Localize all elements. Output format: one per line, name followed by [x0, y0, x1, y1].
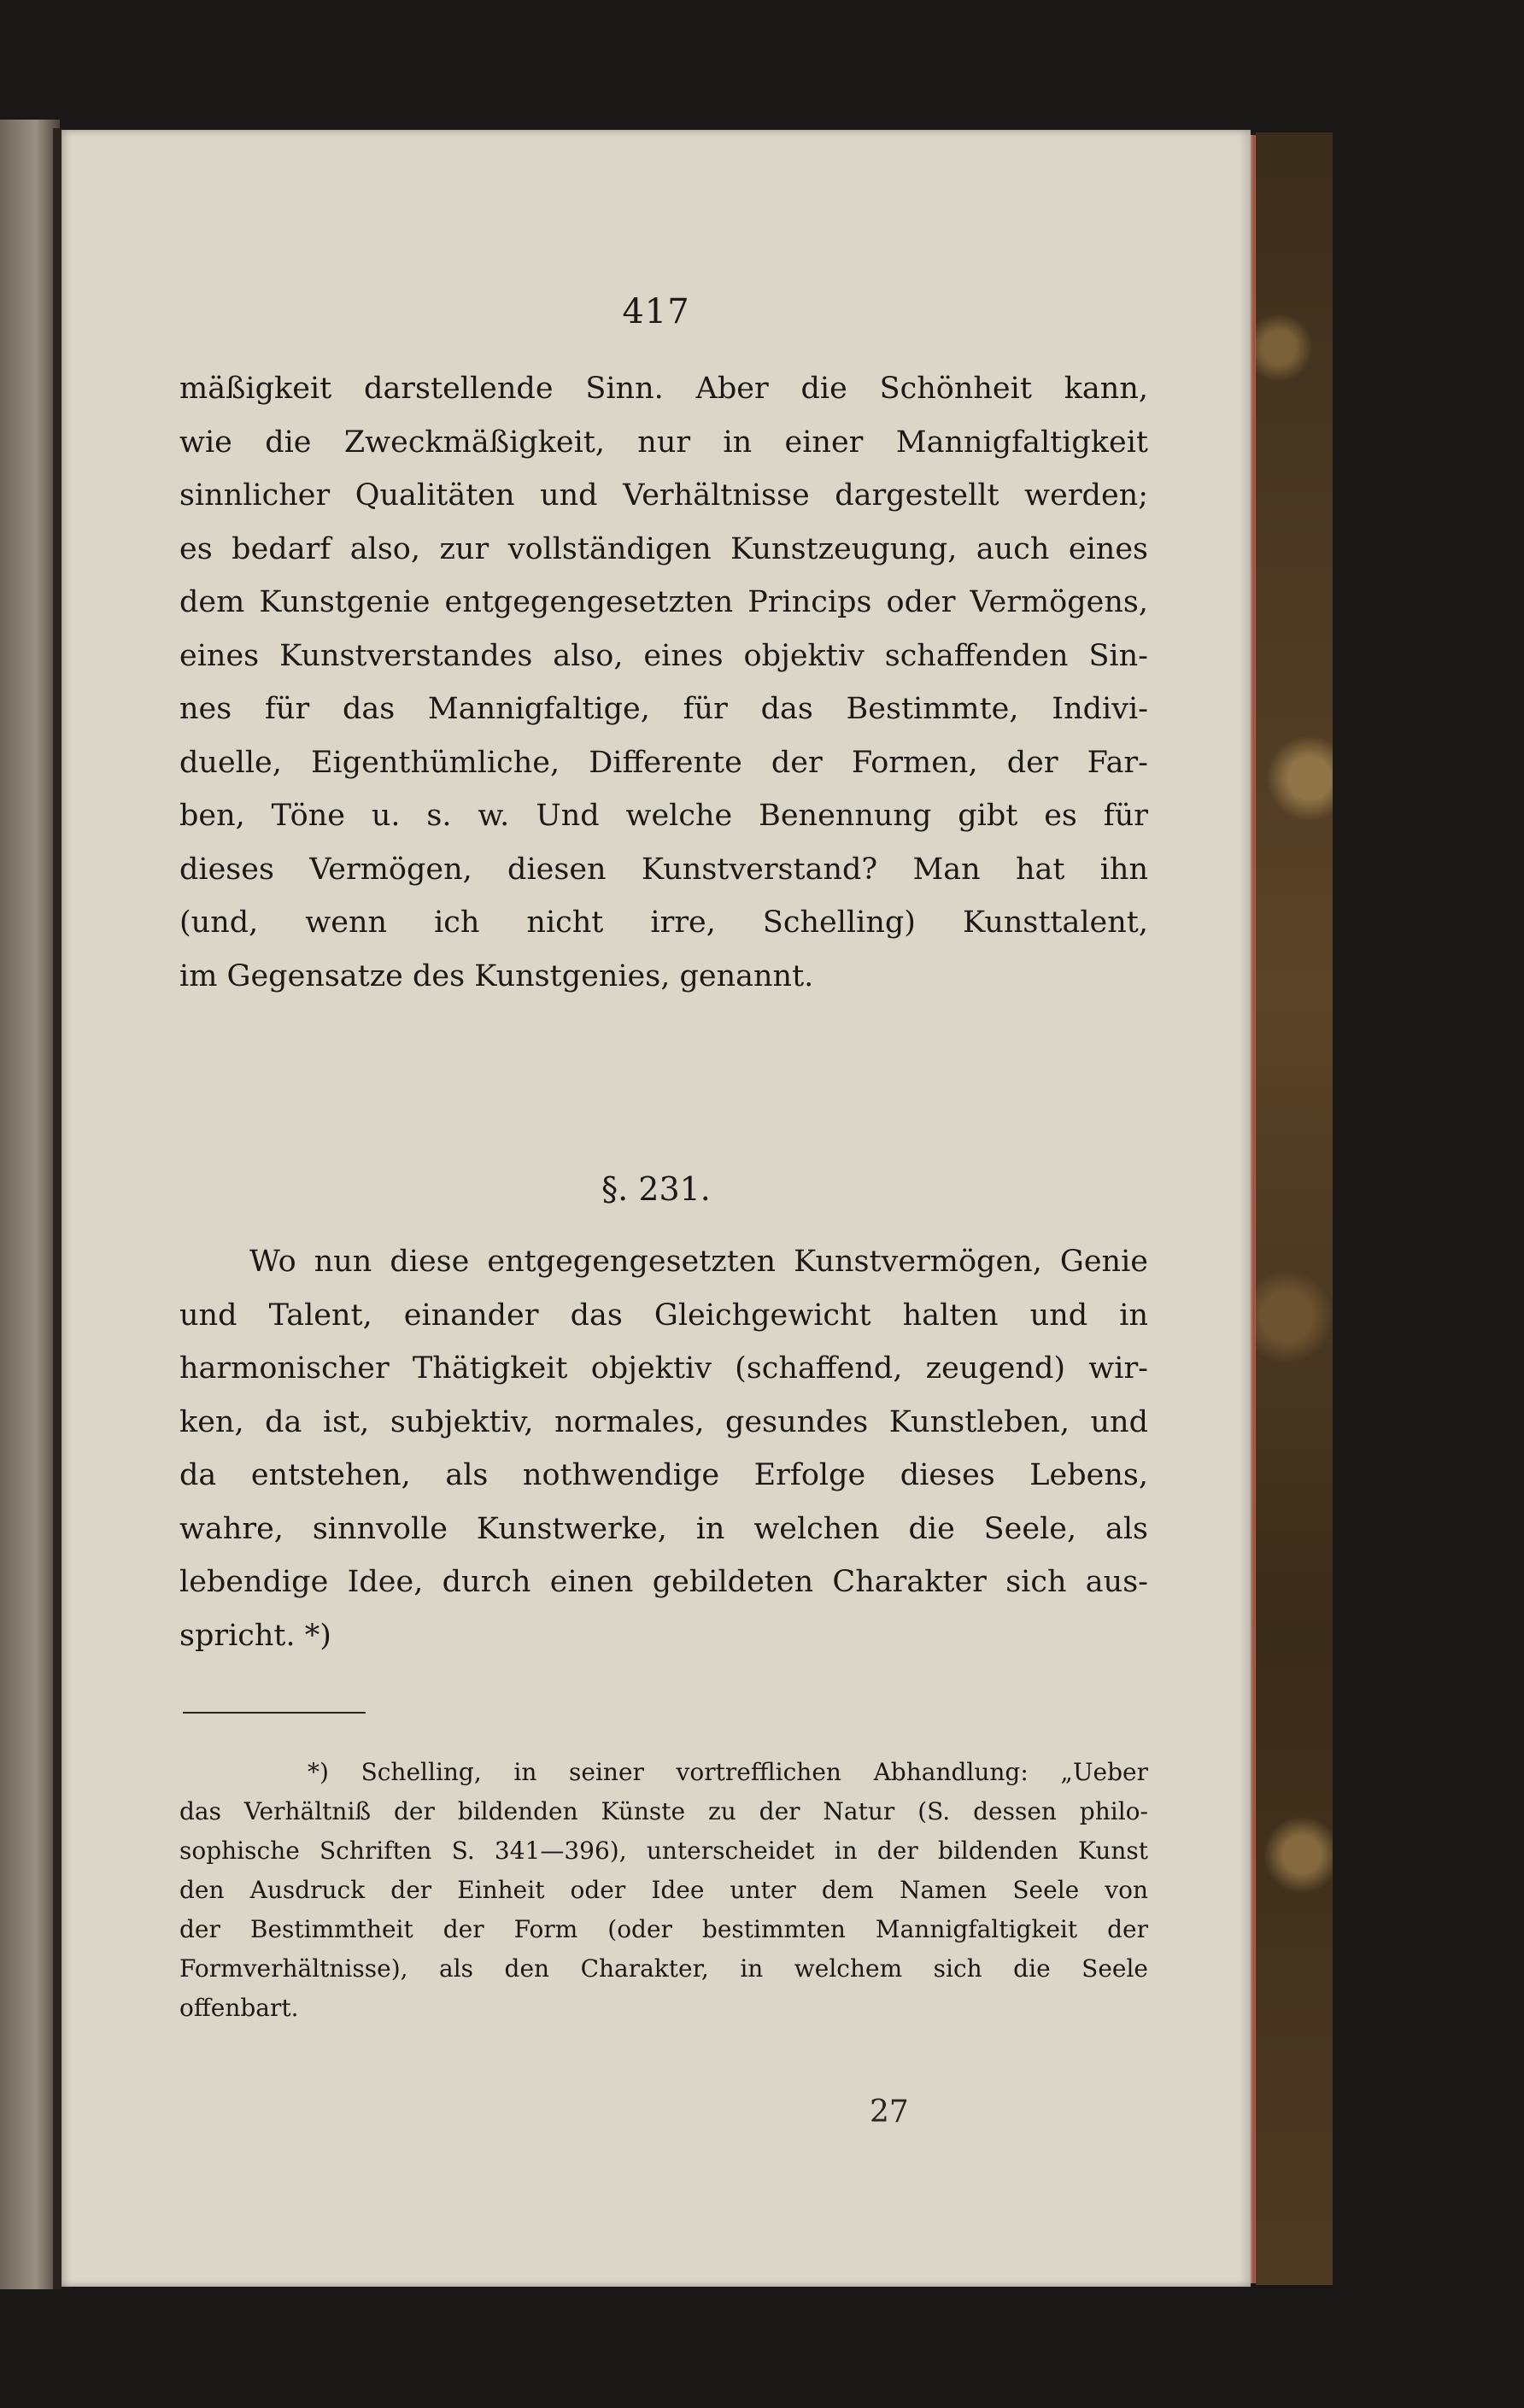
text-line: und Talent, einander das Gleichgewicht halten und in — [179, 1298, 1148, 1333]
footnote-line: das Verhältniß der bildenden Künste zu der Natur (S. dessen philo- — [179, 1797, 1148, 1825]
footnote-line: den Ausdruck der Einheit oder Idee unter dem Namen Seele von — [179, 1876, 1148, 1904]
text-line: (und, wenn ich nicht irre, Schelling) Kunsttalent, — [179, 905, 1148, 940]
text-line: wahre, sinnvolle Kunstwerke, in welchen die Seele, als — [179, 1511, 1148, 1546]
page-number: 417 — [622, 292, 690, 331]
printer-signature-mark: 27 — [870, 2095, 909, 2130]
previous-page-edge — [0, 120, 60, 2289]
text-line: Wo nun diese entgegengesetzten Kunstvermögen, Genie — [249, 1245, 1148, 1279]
text-line: wie die Zweckmäßigkeit, nur in einer Mannigfaltigkeit — [179, 425, 1148, 460]
footnote-line: sophische Schriften S. 341—396), unterscheidet in der bildenden Kunst — [179, 1837, 1148, 1865]
text-line: lebendige Idee, durch einen gebildeten Charakter sich aus- — [179, 1565, 1148, 1599]
footnote-divider — [183, 1712, 366, 1714]
footnote-line: Formverhältnisse), als den Charakter, in welchem sich die Seele — [179, 1954, 1148, 1983]
text-line: duelle, Eigenthümliche, Differente der Formen, der Far- — [179, 745, 1148, 780]
text-line: dem Kunstgenie entgegengesetzten Princips oder Vermögens, — [179, 585, 1148, 619]
footnote-line: *) Schelling, in seiner vortrefflichen Abhandlung: „Ueber — [308, 1758, 1148, 1786]
book-page — [62, 130, 1251, 2287]
text-line: im Gegensatze des Kunstgenies, genannt. — [179, 958, 814, 993]
text-line: es bedarf also, zur vollständigen Kunstzeugung, auch eines — [179, 531, 1148, 566]
text-line: harmonischer Thätigkeit objektiv (schaffend, zeugend) wir- — [179, 1351, 1148, 1386]
text-line: eines Kunstverstandes also, eines objektiv schaffenden Sin- — [179, 638, 1148, 673]
paragraph-1 — [179, 362, 1148, 1003]
footnote — [179, 1753, 1148, 2028]
text-line: mäßigkeit darstellende Sinn. Aber die Schönheit kann, — [179, 372, 1148, 406]
marbled-cover — [1256, 132, 1333, 2285]
page-gutter — [53, 128, 62, 2289]
text-line: dieses Vermögen, diesen Kunstverstand? Man hat ihn — [179, 852, 1148, 887]
text-line: ben, Töne u. s. w. Und welche Benennung gibt es für — [179, 799, 1148, 833]
text-line: nes für das Mannigfaltige, für das Bestimmte, Indivi- — [179, 692, 1148, 726]
text-line: sinnlicher Qualitäten und Verhältnisse dargestellt werden; — [179, 478, 1148, 513]
footnote-line: offenbart. — [179, 1994, 299, 2022]
footnote-line: der Bestimmtheit der Form (oder bestimmten Mannigfaltigkeit der — [179, 1915, 1148, 1943]
text-line: spricht. *) — [179, 1618, 331, 1653]
paragraph-2 — [179, 1235, 1148, 1662]
text-line: ken, da ist, subjektiv, normales, gesundes Kunstleben, und — [179, 1404, 1148, 1439]
text-line: da entstehen, als nothwendige Erfolge dieses Lebens, — [179, 1458, 1148, 1492]
section-heading: §. 231. — [601, 1170, 711, 1208]
